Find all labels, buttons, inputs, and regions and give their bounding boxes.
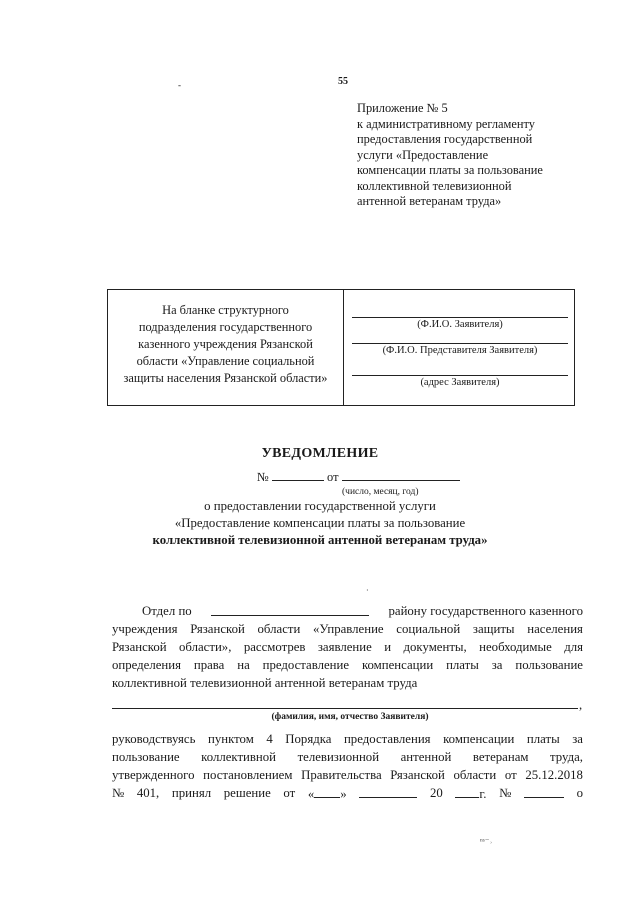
appendix-line: Приложение № 5 [357,101,448,115]
word: о [576,786,583,800]
word: защиты [472,622,515,636]
header-table [107,289,575,406]
word: 401, [136,786,160,800]
applicant-name-caption: (Ф.И.О. Заявителя) [417,319,503,330]
word: Правительства [301,768,382,782]
word: от [504,768,517,782]
applicant-name-line[interactable] [352,317,568,318]
paragraph-line [112,674,583,692]
word: Рязанской [390,768,445,782]
applicant-fullname-caption: (фамилия, имя, отчество Заявителя) [271,712,429,722]
appendix-line: к административному регламенту [357,116,535,131]
word: принял [171,786,212,800]
scan-mark: · [366,586,369,595]
appendix-line: антенной ветеранам труда» [357,194,502,208]
word: для [564,640,583,654]
notice-number-blank[interactable] [272,468,324,481]
paragraph-line [112,748,583,766]
appendix-note [357,101,597,210]
word: права [193,658,225,672]
word: определения [112,658,181,672]
word: и [384,640,392,654]
notice-subtitle [0,498,640,549]
notice-title: УВЕДОМЛЕНИЕ [261,446,379,461]
word: пользование [515,658,583,672]
applicant-address-caption: (адрес Заявителя) [420,377,500,388]
notice-number-row [257,468,460,485]
decision-day-blank[interactable] [314,784,340,798]
word: учреждения [112,622,178,636]
word: пользование [112,750,180,764]
word: компенсации [443,732,515,746]
word: области», [179,640,232,654]
paragraph-last-line: коллективной телевизионной антенной ветеранам труда [112,676,418,690]
word: «Управление [313,622,384,636]
fio-comma: , [579,698,583,712]
word: 25.12.2018 [525,768,583,782]
letterhead-line: области «Управление социальной [136,354,315,368]
date-caption: (число, месяц, год) [342,487,419,497]
number-sign: № [257,470,269,484]
subtitle-line: о предоставлении государственной услуги [204,499,436,513]
quote-close: » [340,787,347,801]
word: предоставление [262,658,350,672]
applicant-fullname-line[interactable] [112,708,578,709]
word: утвержденного [112,768,195,782]
word: Рязанской [190,622,245,636]
word: социальной [396,622,461,636]
decision-month-blank[interactable] [359,784,417,798]
from-word: от [327,470,339,484]
letterhead-line: защиты населения Рязанской области» [123,371,328,385]
word: телевизионной [297,750,380,764]
word: компенсации [361,658,434,672]
word: антенной [400,750,452,764]
word: руководствуясь [112,732,196,746]
word: Отдел по [142,604,192,618]
word: области [453,768,497,782]
word: заявление [317,640,372,654]
number-sign: № [499,786,512,800]
word: Рязанской [112,640,167,654]
word: постановлением [203,768,293,782]
word: за [491,658,503,672]
word: пунктом [207,732,254,746]
appendix-line: компенсации платы за пользование [357,163,543,177]
word: Порядка [285,732,332,746]
appendix-line: услуги «Предоставление [357,147,489,162]
word: труда, [550,750,583,764]
quote-open: « [307,787,315,801]
appendix-line: коллективной телевизионной [357,178,512,193]
representative-name-line[interactable] [352,343,568,344]
year-suffix: г. [479,787,487,801]
word: рассмотрев [243,640,306,654]
decision-year-group [455,784,486,803]
paragraph-line [112,730,583,748]
paragraph-2 [112,730,583,803]
decision-year-blank[interactable] [455,784,479,798]
word: населения [527,622,583,636]
scan-scribble: ⁿˢ⁻˒ [480,836,493,846]
word: на [237,658,250,672]
paragraph-line [112,784,583,803]
notice-date-blank[interactable] [342,468,460,481]
word: предоставления [343,732,431,746]
word: решение [223,786,271,800]
district-blank[interactable] [211,602,369,616]
representative-name-caption: (Ф.И.О. Представителя Заявителя) [382,345,538,356]
decision-number-blank[interactable] [524,784,564,798]
word: необходимые [479,640,552,654]
word: платы [526,732,560,746]
paragraph-line [112,620,583,638]
word: ветеранам [472,750,529,764]
word: за [572,732,583,746]
letterhead-line: На бланке структурного [162,303,289,317]
word: документы, [403,640,467,654]
paragraph-line [112,766,583,784]
paragraph-1 [112,602,583,692]
word: области [257,622,301,636]
word: 4 [266,732,273,746]
word: платы [446,658,479,672]
subtitle-line: коллективной телевизионной антенной ветеранам труда» [152,533,488,547]
applicant-address-line[interactable] [352,375,568,376]
word: району государственного казенного [388,604,583,618]
paragraph-line [112,638,583,656]
letterhead-line: подразделения государственного [138,320,313,334]
letterhead-cell [108,302,343,387]
decision-day-group [308,784,347,803]
subtitle-line: «Предоставление компенсации платы за пользование [174,516,466,530]
paragraph-line [112,602,583,620]
year-prefix: 20 [429,786,443,800]
word: коллективной [201,750,277,764]
word: от [283,786,296,800]
number-sign: № [112,786,125,800]
page-number: 55 [338,76,348,87]
letterhead-line: казенного учреждения Рязанской [138,337,313,351]
paragraph-line [112,656,583,674]
appendix-line: предоставления государственной [357,132,533,146]
scan-speck: - [178,80,181,90]
